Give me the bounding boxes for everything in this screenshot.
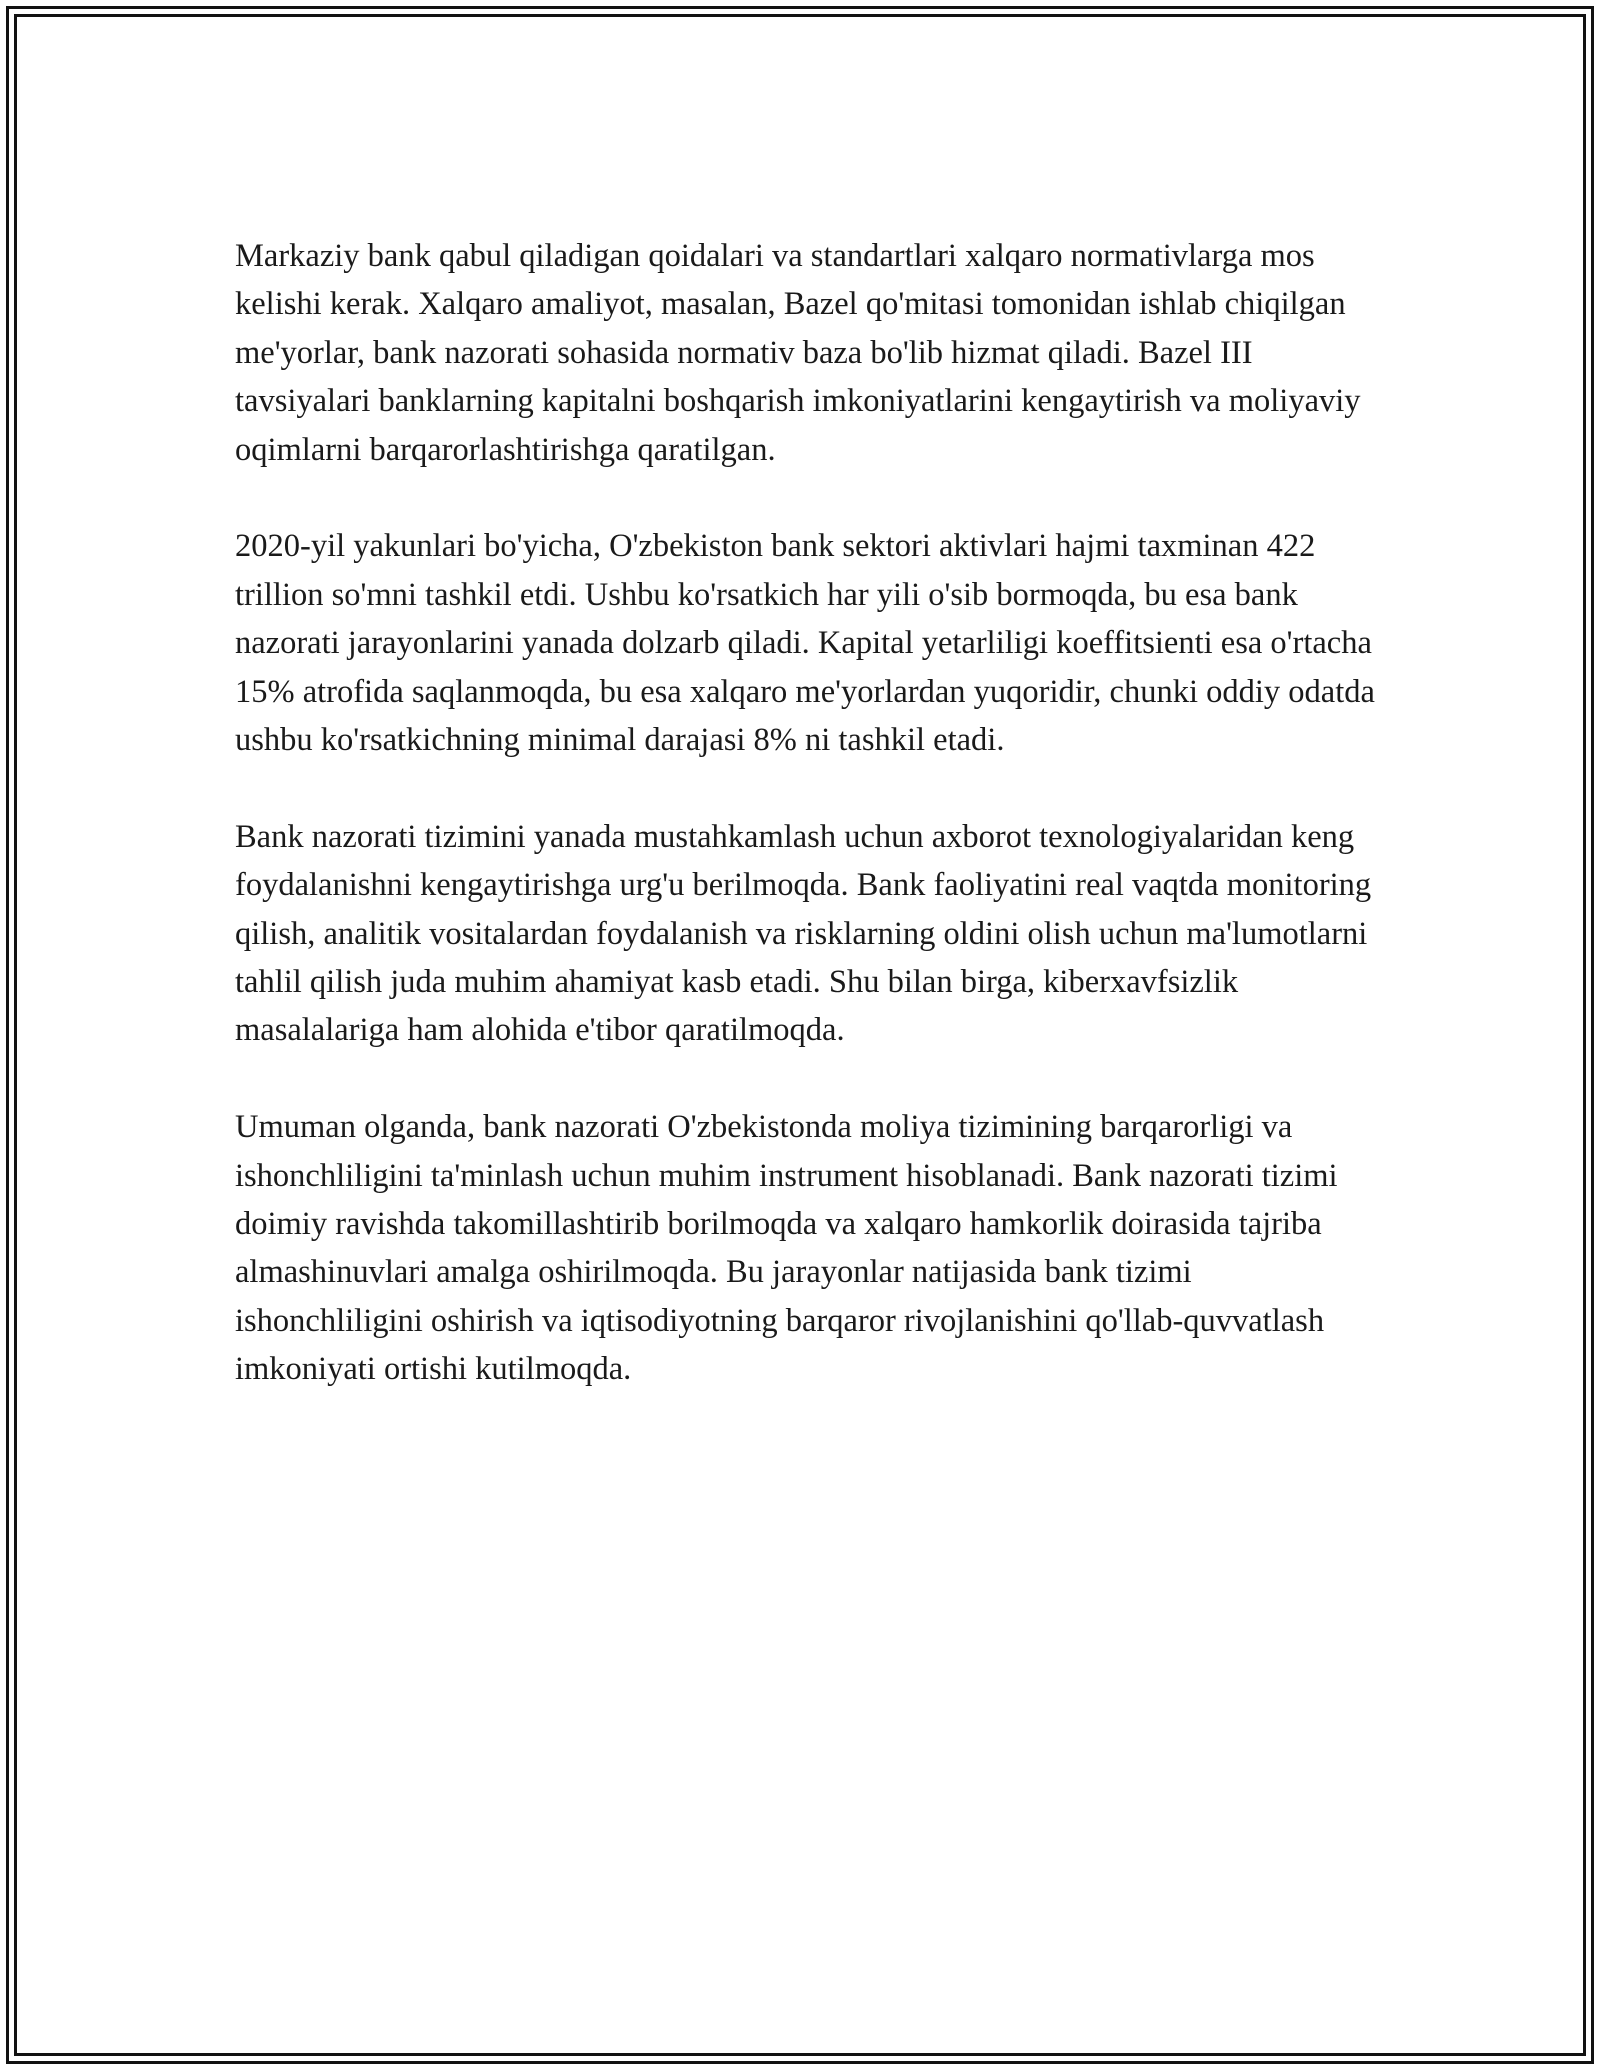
paragraph-basel-standards: Markaziy bank qabul qiladigan qoidalari va standartlari xalqaro normativlarga mos kelishi kerak. Xalqaro amaliyot, masalan, Bazel qo'mitasi tomonidan ishlab chiqilgan me'yorlar, bank nazorati sohasida normativ baza bo'lib hizmat qiladi. Bazel III tavsiyalari banklarning kapitalni boshqarish imkoniyatlarini kengaytirish va moliyaviy oqimlarni barqarorlashtirishga qaratilgan. <box>235 238 1361 468</box>
paragraph-conclusion: Umuman olganda, bank nazorati O'zbekistonda moliya tizimining barqarorligi va ishonchliligini ta'minlash uchun muhim instrument hisoblanadi. Bank nazorati tizimi doimiy ravishda takomillashtirib borilmoqda va xalqaro hamkorlik doirasida tajriba almashinuvlari amalga oshirilmoqda. Bu jarayonlar natijasida bank tizimi ishonchliligini oshirish va iqtisodiyotning barqaror rivojlanishini qo'llab-quvvatlash imkoniyati ortishi kutilmoqda. <box>235 1109 1338 1388</box>
paragraph-bank-sector-assets: 2020-yil yakunlari bo'yicha, O'zbekiston bank sektori aktivlari hajmi taxminan 422 trillion so'mni tashkil etdi. Ushbu ko'rsatkich har yili o'sib bormoqda, bu esa bank nazorati jarayonlarini yanada dolzarb qiladi. Kapital yetarliligi koeffitsienti esa o'rtacha 15% atrofida saqlanmoqda, bu esa xalqaro me'yorlardan yuqoridir, chunki oddiy odatda ushbu ko'rsatkichning minimal darajasi 8% ni tashkil etadi. <box>235 528 1375 759</box>
document-body <box>235 232 1375 1394</box>
paragraph-information-technology: Bank nazorati tizimini yanada mustahkamlash uchun axborot texnologiyalaridan keng foydalanishni kengaytirishga urg'u berilmoqda. Bank faoliyatini real vaqtda monitoring qilish, analitik vositalardan foydalanish va risklarning oldini olish uchun ma'lumotlarni tahlil qilish juda muhim ahamiyat kasb etadi. Shu bilan birga, kiberxavfsizlik masalalariga ham alohida e'tibor qaratilmoqda. <box>235 818 1372 1049</box>
